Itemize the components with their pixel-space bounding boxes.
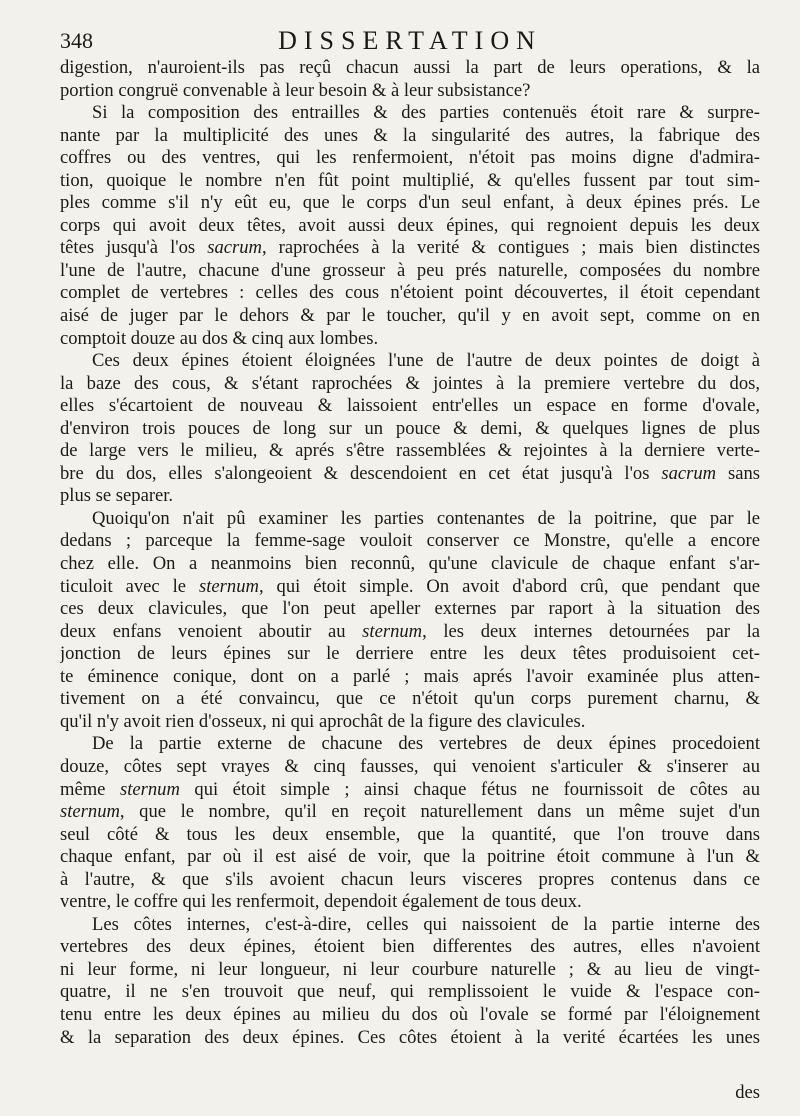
text-line: comptoit douze au dos & cinq aux lombes. bbox=[60, 327, 379, 349]
text-line: digestion, n'auroient-ils pas reçû chacun aussi la part de leurs operations, & la bbox=[60, 57, 760, 78]
text-line: aisé de juger par le dehors & par le toucher, qu'il y en avoit sept, comme on en bbox=[60, 305, 760, 327]
text-line: ni leur forme, ni leur longueur, ni leur courbure naturelle ; & au lieu de vingt- bbox=[60, 958, 760, 980]
text-line: bre du dos, elles s'alongeoient & descendoient en cet état jusqu'à l'os sacrum sans bbox=[60, 462, 760, 484]
text-line: Quoiqu'on n'ait pû examiner les parties contenantes de la poitrine, que par le bbox=[92, 507, 760, 529]
text-line: têtes jusqu'à l'os sacrum, raprochées à la verité & contigues ; mais bien distinctes bbox=[60, 237, 760, 259]
text-line: ventre, le coffre qui les renfermoit, dependoit également de tous deux. bbox=[60, 891, 582, 913]
text-line: tivement on a été convaincu, que ce n'étoit qu'un corps purement charnu, & bbox=[60, 688, 760, 710]
text-line: Ces deux épines étoient éloignées l'une de l'autre de deux pointes de doigt à bbox=[92, 350, 760, 372]
text-line: qu'il n'y avoit rien d'osseux, ni qui aprochât de la figure des clavicules. bbox=[60, 710, 586, 732]
page-header bbox=[60, 26, 760, 60]
text-line: même sternum qui étoit simple ; ainsi chaque fétus ne fournissoit de côtes au bbox=[60, 778, 760, 800]
text-line: ces deux clavicules, que l'on peut apeller externes par raport à la situation des bbox=[60, 598, 760, 620]
text-line: corps qui avoit deux têtes, avoit aussi deux épines, qui regnoient depuis les deux bbox=[60, 214, 760, 236]
text-line: deux enfans venoient aboutir au sternum, les deux internes detournées par la bbox=[60, 620, 760, 642]
text-line: nante par la multiplicité des unes & la singularité des autres, la fabrique des bbox=[60, 124, 760, 146]
page-number: 348 bbox=[60, 28, 93, 53]
text-line: portion congruë convenable à leur besoin & à leur subsistance? bbox=[60, 79, 531, 101]
text-line: plus se separer. bbox=[60, 485, 174, 507]
text-line: chaque enfant, par où il est aisé de voir, que la poitrine étoit commune à l'un & bbox=[60, 846, 760, 868]
text-line: vertebres des deux épines, étoient bien differentes des autres, elles n'avoient bbox=[60, 936, 760, 958]
text-body bbox=[60, 57, 760, 1049]
text-line: complet de vertebres : celles des cous n'étoient point découvertes, il étoit cependant bbox=[60, 282, 760, 304]
text-line: Si la composition des entrailles & des parties contenuës étoit rare & surpre- bbox=[92, 102, 760, 124]
text-line: sternum, que le nombre, qu'il en reçoit naturellement dans un même sujet d'un bbox=[60, 801, 760, 823]
text-line: chez elle. On a neanmoins bien reconnû, qu'une clavicule de chaque enfant s'ar- bbox=[60, 553, 760, 575]
text-line: & la separation des deux épines. Ces côtes étoient à la verité écartées les unes bbox=[60, 1026, 760, 1048]
text-line: De la partie externe de chacune des vertebres de deux épines procedoient bbox=[92, 733, 760, 755]
text-line: coffres ou des ventres, qui les renfermoient, n'étoit pas moins digne d'admira- bbox=[60, 147, 760, 169]
text-line: douze, côtes sept vrayes & cinq fausses, qui venoient s'articuler & s'inserer au bbox=[60, 755, 760, 777]
text-line: ples comme s'il n'y eût eu, que le corps d'un seul enfant, à deux épines prés. Le bbox=[60, 192, 760, 214]
text-line: l'une de l'autre, chacune d'une grosseur à peu prés naturelle, composées du nombre bbox=[60, 259, 760, 281]
text-line: dedans ; parceque la femme-sage vouloit conserver ce Monstre, qu'elle a encore bbox=[60, 530, 760, 552]
text-line: à l'autre, & que s'ils avoient chacun leurs visceres propres contenus dans ce bbox=[60, 868, 760, 890]
text-line: seul côté & tous les deux ensemble, que la quantité, que l'on trouve dans bbox=[60, 823, 760, 845]
text-line: de large vers le milieu, & aprés s'être rassemblées & rejointes à la derniere verte- bbox=[60, 440, 760, 462]
text-line: te éminence conique, dont on a parlé ; mais aprés l'avoir examinée plus atten- bbox=[60, 665, 760, 687]
text-line: tion, quoique le nombre n'en fût point multiplié, & qu'elles fussent par tout sim- bbox=[60, 169, 760, 191]
text-line: d'environ trois pouces de long sur un pouce & demi, & quelques lignes de plus bbox=[60, 417, 760, 439]
catchword: des bbox=[735, 1082, 760, 1103]
running-title: DISSERTATION bbox=[278, 26, 542, 55]
text-line: elles s'écartoient de nouveau & laissoient entr'elles un espace en forme d'ovale, bbox=[60, 395, 760, 417]
text-line: ticuloit avec le sternum, qui étoit simple. On avoit d'abord crû, que pendant que bbox=[60, 575, 760, 597]
text-line: jonction de leurs épines sur le derriere entre les deux têtes produisoient cet- bbox=[60, 643, 760, 665]
text-line: la baze des cous, & s'étant raprochées & jointes à la premiere vertebre du dos, bbox=[60, 372, 760, 394]
text-line: tenu entre les deux épines au milieu du dos où l'ovale se formé par l'éloignement bbox=[60, 1003, 760, 1025]
text-line: quatre, il ne s'en trouvoit que neuf, qui remplissoient le vuide & l'espace con- bbox=[60, 981, 760, 1003]
text-line: Les côtes internes, c'est-à-dire, celles qui naissoient de la partie interne des bbox=[92, 913, 760, 935]
